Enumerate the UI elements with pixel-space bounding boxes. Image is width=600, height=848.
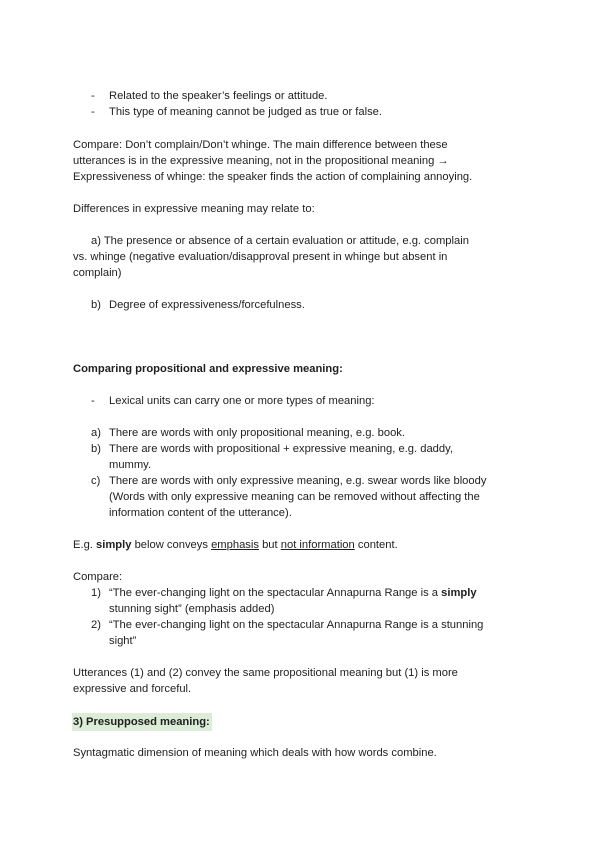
heading-comparing: Comparing propositional and expressive meaning:	[73, 363, 343, 375]
list-item-line: information content of the utterance).	[109, 507, 292, 519]
bullet-marker: -	[91, 106, 95, 118]
list-item-line: There are words with propositional + expressive meaning, e.g. daddy,	[109, 443, 453, 455]
example-line: sight”	[109, 635, 137, 647]
list-item-line: mummy.	[109, 459, 152, 471]
item-b-text: Degree of expressiveness/forcefulness.	[109, 299, 305, 311]
eg-mid: but	[258, 539, 281, 551]
list-item-line: There are words with only expressive meaning, e.g. swear words like bloody	[109, 475, 487, 487]
example-marker: 2)	[91, 619, 101, 631]
bullet-marker: -	[91, 90, 95, 102]
example-line	[109, 585, 477, 601]
bullet-text: Lexical units can carry one or more types of meaning:	[109, 395, 375, 407]
paragraph-line: utterances is in the expressive meaning, not in the propositional meaning →	[73, 155, 449, 167]
paragraph-line: Expressiveness of whinge: the speaker finds the action of complaining annoying.	[73, 171, 473, 183]
eg-pre: E.g.	[73, 539, 97, 551]
paragraph-line: Utterances (1) and (2) convey the same propositional meaning but (1) is more	[73, 667, 458, 679]
eg-mid: below conveys	[131, 539, 212, 551]
bullet-text: Related to the speaker’s feelings or attitude.	[109, 90, 328, 102]
syntagmatic-line: Syntagmatic dimension of meaning which deals with how words combine.	[73, 747, 437, 759]
example-text: “The ever-changing light on the spectacular Annapurna Range is a stunning	[109, 619, 484, 631]
eg-underline-emphasis: emphasis	[211, 539, 259, 551]
item-a-line: vs. whinge (negative evaluation/disapproval present in whinge but absent in	[73, 251, 448, 263]
eg-post: content.	[354, 539, 398, 551]
item-a-line: complain)	[73, 267, 122, 279]
list-marker: b)	[91, 443, 101, 455]
example-marker: 1)	[91, 587, 101, 599]
list-marker: a)	[91, 427, 101, 439]
example-line	[109, 617, 483, 633]
differences-intro: Differences in expressive meaning may relate to:	[73, 203, 315, 215]
example-line: stunning sight” (emphasis added)	[109, 603, 275, 615]
heading-presupposed: 3) Presupposed meaning:	[72, 713, 212, 731]
paragraph-line: expressive and forceful.	[73, 683, 192, 695]
item-a-line: a) The presence or absence of a certain evaluation or attitude, e.g. complain	[91, 235, 469, 247]
bullet-text: This type of meaning cannot be judged as true or false.	[109, 106, 383, 118]
example-bold: simply	[441, 587, 477, 599]
paragraph-line: Compare: Don’t complain/Don’t whinge. The main difference between these	[73, 139, 448, 151]
example-text: “The ever-changing light on the spectacular Annapurna Range is a	[109, 587, 442, 599]
list-item-line: (Words with only expressive meaning can be removed without affecting the	[109, 491, 480, 503]
list-marker: c)	[91, 475, 101, 487]
eg-simply-line	[73, 537, 398, 553]
bullet-marker: -	[91, 395, 95, 407]
eg-underline-info: not information	[280, 539, 355, 551]
compare-label: Compare:	[73, 571, 123, 583]
list-item-line: There are words with only propositional meaning, e.g. book.	[109, 427, 406, 439]
item-b-marker: b)	[91, 299, 101, 311]
eg-bold-word: simply	[96, 539, 132, 551]
